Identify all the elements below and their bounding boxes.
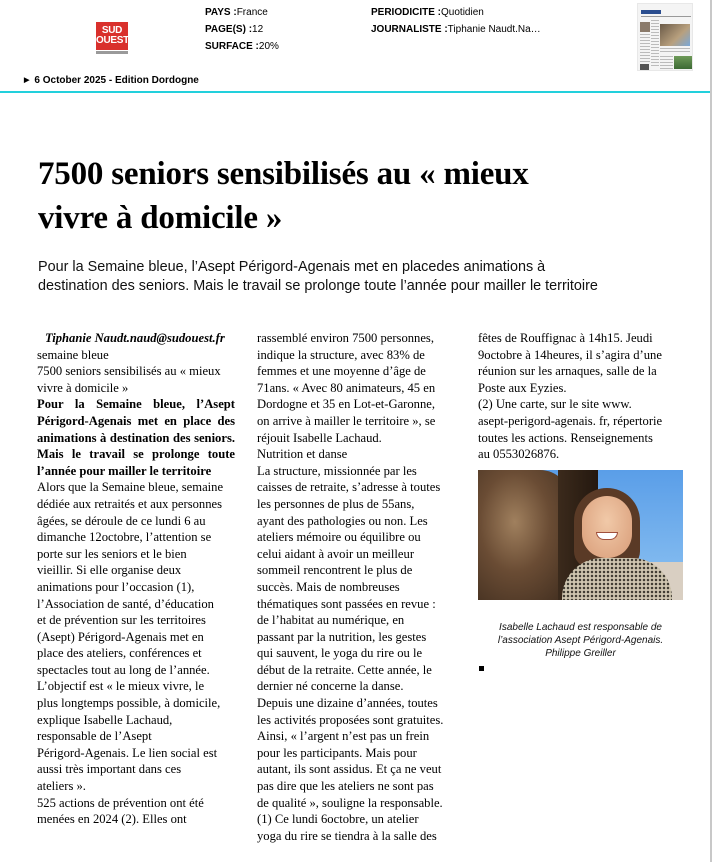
sud-ouest-logo [96,22,128,54]
text-line: Alors que la Semaine bleue, semaine [37,480,224,495]
thumb-heading [641,10,661,14]
text-line: dédiée aux retraités et aux personnes [37,496,222,511]
meta-right [371,8,541,42]
meta-value: 12 [252,24,264,35]
text-line: asept-perigord-agenais. fr, répertorie [478,413,663,428]
text-line: animations pour l’occasion (1), [37,579,195,594]
text-line: début de la retraite. Cette année, le [257,662,432,677]
caption-line: l’association Asept Périgord-Agenais. [497,635,664,646]
text-line: semaine bleue [37,347,109,362]
text-line: 7500 seniors sensibilisés au « mieux [37,364,221,379]
thumb-text [640,34,650,62]
text-line: Depuis une dizaine d’années, toutes [257,696,438,711]
meta-key: JOURNALISTE : [371,24,448,35]
text-line: de l’habitat au numérique, en [257,613,405,628]
text-line: 71ans. « Avec 80 animateurs, 45 en [257,380,436,395]
thumb-text [660,56,673,70]
thumb-image [640,64,649,70]
headline-line: vivre à domicile » [38,200,283,236]
meta-surface [205,42,279,59]
text-line: Périgord-Agenais. Le lien social est [37,745,218,760]
headline-line: 7500 seniors sensibilisés au « mieux [38,156,529,192]
text-line: celui aidant à avoir un meilleur [257,546,415,561]
text-line: indique la structure, avec 83% de [257,347,425,362]
thumb-rule [641,16,691,17]
meta-value: Tiphanie Naudt.Na… [447,24,541,35]
meta-value: 20% [258,41,279,52]
text-line: passant par la nutrition, les gestes [257,629,427,644]
text-line: autant, ils sont assidus. Et ça ne veut [257,762,442,777]
text-line: on arrive à mailler le territoire », se [257,413,436,428]
text-line: Nutrition et danse [257,447,348,462]
edition-line [24,75,199,86]
text-line: âgées, se déroule de ce lundi 6 au [37,513,206,528]
text-line: pas dire que les ateliers ne sont pas [257,779,434,794]
column-body [37,479,235,827]
page-thumbnail-icon[interactable] [637,3,693,71]
meta-key: PERIODICITE : [371,7,442,18]
arrow-right-icon: ▶ [24,77,30,84]
meta-value: Quotidien [441,7,484,18]
logo-box [96,22,128,50]
header-divider [0,91,710,93]
text-line: (Asept) Périgord-Agenais met en [37,629,204,644]
text-line: l’Association de santé, d’éducation [37,596,214,611]
photo-caption [478,621,683,660]
article-column-1 [37,330,235,828]
text-line: rassemblé environ 7500 personnes, [257,331,434,345]
text-line: menées en 2024 (2). Elles ont [37,812,187,827]
text-line: 525 actions de prévention ont été [37,795,204,810]
text-line: (1) Ce lundi 6octobre, un atelier [257,812,419,827]
meta-pays [205,8,279,25]
photo-statue [478,470,570,600]
edition-text: 6 October 2025 - Edition Dordogne [34,75,199,86]
text-line: dimanche 12octobre, l’attention se [37,530,212,545]
text-line: ateliers mémoire ou équilibre ou [257,530,421,545]
thumb-image [660,24,690,46]
logo-line1: SUD [101,25,123,36]
text-line: sommeil rencontrent le plus de [257,563,413,578]
text-line: plus longtemps possible, à domicile, [37,696,221,711]
logo-line2: OUEST [96,35,129,46]
text-line: Dordogne et 35 en Lot-et-Garonne, [257,397,435,412]
text-line: ayant des pathologies ou non. Les [257,513,428,528]
meta-key: PAGE(S) : [205,24,253,35]
text-line: vieillir. Si elle organise deux [37,563,182,578]
thumb-text [651,20,659,68]
text-line: de qualité », souligne la responsable. [257,795,443,810]
portrait-photo [478,470,683,600]
text-line: femmes et une moyenne d’âge de [257,364,426,379]
byline: Tiphanie Naudt.naud@sudouest.fr [45,331,225,345]
text-line: explique Isabelle Lachaud, [37,712,173,727]
thumb-image [640,22,650,32]
text-line: et de prévention sur les territoires [37,613,206,628]
text-line: les activités proposées sont gratuites. [257,712,444,727]
text-line: porte sur les seniors et le bien [37,546,187,561]
article-column-2 [257,330,457,844]
meta-journaliste [371,25,541,42]
thumb-text [660,48,690,54]
text-line: toutes les actions. Renseignements [478,430,653,445]
text-line: caisses de retraite, s’adresse à toutes [257,480,441,495]
text-line: vivre à domicile » [37,380,129,395]
end-of-article-mark [479,666,484,671]
text-line: pour les participants. Mais pour [257,745,417,760]
caption-line: Isabelle Lachaud est responsable de [499,622,662,633]
standfirst-line: destination des seniors. Mais le travail se prolonge toute l’année pour mailler le territoire [38,278,598,294]
column-body [257,330,457,844]
meta-left [205,8,279,59]
column-body [478,330,688,463]
article-headline [38,152,658,240]
photo-credit: Philippe Greiller [545,648,616,659]
meta-periodicite [371,8,541,25]
text-line: L’objectif est « le mieux vivre, le [37,679,205,694]
text-line: fêtes de Rouffignac à 14h15. Jeudi [478,331,653,345]
thumb-image [674,56,692,69]
text-line: aussi très important dans ces [37,762,182,777]
text-line: réunion sur les arnaques, salle de la [478,364,657,379]
text-line: thématiques sont passées en revue : [257,596,436,611]
text-line: 9octobre à 14heures, il s’agira d’une [478,347,662,362]
text-line: ateliers ». [37,779,86,794]
text-line: yoga du rire se tiendra à la salle des [257,828,437,843]
text-line: place des ateliers, conférences et [37,646,202,661]
text-line: dernier né concerne la danse. [257,679,404,694]
text-line: qui sauvent, le yoga du rire ou le [257,646,423,661]
text-line: (2) Une carte, sur le site www. [478,397,632,412]
text-line: les personnes de plus de 55ans, [257,496,415,511]
text-line: succès. Mais de nombreuses [257,579,400,594]
logo-strip [96,51,128,54]
text-line: Ainsi, « l’argent n’est pas un frein [257,729,430,744]
meta-value: France [236,7,268,18]
article-column-3 [478,330,688,463]
meta-key: PAYS : [205,7,237,18]
photo-face [582,496,632,558]
text-line: réjouit Isabelle Lachaud. [257,430,382,445]
text-line: Poste aux Eyzies. [478,380,567,395]
column-pre-lines [37,347,235,397]
text-line: au 0553026876. [478,447,560,462]
meta-pages [205,25,279,42]
text-line: spectacles tout au long de l’année. [37,662,210,677]
lead-paragraph: Pour la Semaine bleue, l’Asept Périgord-Agenais met en place des animations à destination des seniors. Mais le travail se prolonge toute l’année pour mailler le territoire [37,397,235,478]
standfirst-line: Pour la Semaine bleue, l’Asept Périgord-Agenais met en placedes animations à [38,259,546,275]
article-standfirst [38,258,678,296]
meta-key: SURFACE : [205,41,259,52]
text-line: responsable de l’Asept [37,729,152,744]
text-line: La structure, missionnée par les [257,463,417,478]
